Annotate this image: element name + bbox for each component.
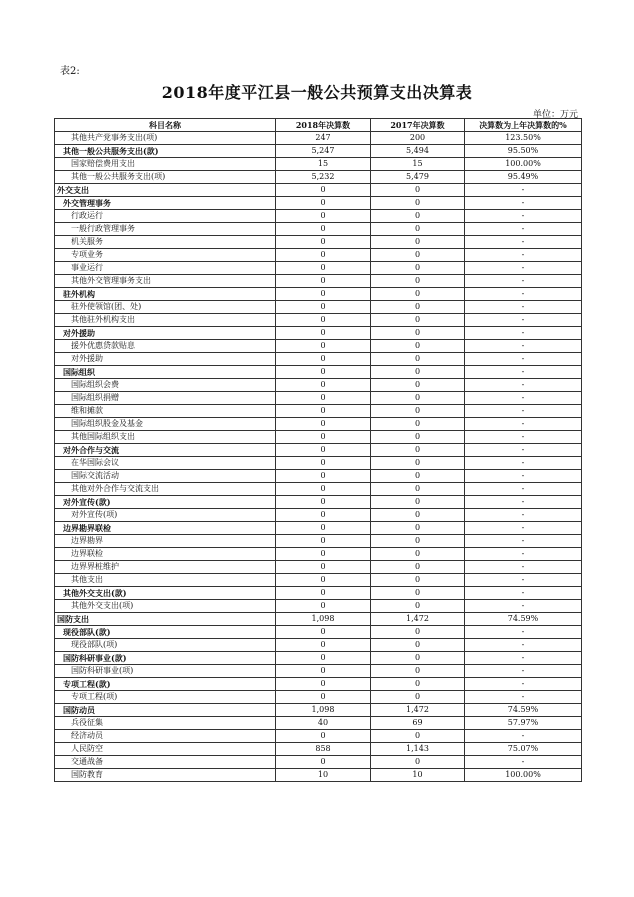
row-value-2018: 0 (276, 197, 371, 210)
row-value-2017: 0 (371, 496, 465, 509)
row-value-2018: 15 (276, 158, 371, 171)
table-row (55, 665, 582, 678)
row-percent: - (465, 665, 582, 678)
table-row (55, 561, 582, 574)
row-percent: - (465, 236, 582, 249)
row-value-2018: 0 (276, 639, 371, 652)
row-percent: - (465, 197, 582, 210)
table-row (55, 717, 582, 730)
table-row (55, 730, 582, 743)
row-value-2018: 1,098 (276, 613, 371, 626)
row-subject-name: 国际交流活动 (55, 470, 276, 483)
table-row (55, 743, 582, 756)
row-percent: - (465, 379, 582, 392)
row-value-2017: 0 (371, 340, 465, 353)
row-value-2018: 0 (276, 301, 371, 314)
row-percent: 57.97% (465, 717, 582, 730)
row-subject-name: 人民防空 (55, 743, 276, 756)
row-percent: 74.59% (465, 613, 582, 626)
row-value-2017: 0 (371, 535, 465, 548)
header-subject: 科目名称 (55, 119, 276, 132)
row-subject-name: 维和摊款 (55, 405, 276, 418)
table-row (55, 691, 582, 704)
row-subject-name: 国际组织股金及基金 (55, 418, 276, 431)
row-value-2018: 0 (276, 392, 371, 405)
row-value-2018: 247 (276, 132, 371, 145)
table-row (55, 379, 582, 392)
row-value-2018: 0 (276, 535, 371, 548)
row-subject-name: 其他外交管理事务支出 (55, 275, 276, 288)
row-percent: - (465, 431, 582, 444)
row-value-2017: 0 (371, 678, 465, 691)
row-value-2017: 0 (371, 691, 465, 704)
row-value-2018: 1,098 (276, 704, 371, 717)
row-percent: - (465, 548, 582, 561)
header-2017: 2017年决算数 (371, 119, 465, 132)
table-row (55, 574, 582, 587)
row-value-2017: 200 (371, 132, 465, 145)
row-value-2018: 0 (276, 314, 371, 327)
row-subject-name: 对外合作与交流 (55, 444, 276, 457)
row-subject-name: 其他驻外机构支出 (55, 314, 276, 327)
row-value-2018: 5,247 (276, 145, 371, 158)
row-value-2018: 0 (276, 522, 371, 535)
row-subject-name: 兵役征集 (55, 717, 276, 730)
row-value-2017: 0 (371, 262, 465, 275)
row-subject-name: 国防教育 (55, 769, 276, 782)
row-value-2018: 0 (276, 223, 371, 236)
table-row (55, 756, 582, 769)
row-value-2018: 0 (276, 184, 371, 197)
row-percent: - (465, 314, 582, 327)
header-percent: 决算数为上年决算数的% (465, 119, 582, 132)
row-percent: - (465, 483, 582, 496)
table-row (55, 678, 582, 691)
row-value-2017: 0 (371, 756, 465, 769)
row-subject-name: 其他外交支出(款) (55, 587, 276, 600)
row-subject-name: 交通战备 (55, 756, 276, 769)
row-percent: - (465, 535, 582, 548)
row-percent: - (465, 301, 582, 314)
row-percent: - (465, 678, 582, 691)
row-percent: - (465, 327, 582, 340)
row-value-2017: 0 (371, 379, 465, 392)
table-row (55, 340, 582, 353)
table-row (55, 548, 582, 561)
row-percent: - (465, 444, 582, 457)
row-value-2018: 0 (276, 275, 371, 288)
row-percent: - (465, 600, 582, 613)
row-value-2017: 0 (371, 249, 465, 262)
row-value-2017: 0 (371, 522, 465, 535)
table-row (55, 613, 582, 626)
row-subject-name: 经济动员 (55, 730, 276, 743)
row-value-2017: 5,479 (371, 171, 465, 184)
row-subject-name: 其他对外合作与交流支出 (55, 483, 276, 496)
row-value-2018: 0 (276, 483, 371, 496)
table-row (55, 639, 582, 652)
table-row (55, 184, 582, 197)
row-value-2018: 0 (276, 691, 371, 704)
row-subject-name: 其他一般公共服务支出(款) (55, 145, 276, 158)
row-percent: - (465, 496, 582, 509)
table-row (55, 262, 582, 275)
row-value-2018: 0 (276, 405, 371, 418)
table-row (55, 470, 582, 483)
row-value-2017: 0 (371, 600, 465, 613)
row-percent: - (465, 626, 582, 639)
row-percent: 75.07% (465, 743, 582, 756)
row-subject-name: 在华国际会议 (55, 457, 276, 470)
row-value-2018: 40 (276, 717, 371, 730)
table-row (55, 483, 582, 496)
row-subject-name: 对外援助 (55, 327, 276, 340)
table-row (55, 652, 582, 665)
row-value-2017: 0 (371, 457, 465, 470)
table-row (55, 301, 582, 314)
row-subject-name: 机关服务 (55, 236, 276, 249)
table-row (55, 522, 582, 535)
table-row (55, 496, 582, 509)
table-row (55, 366, 582, 379)
row-percent: - (465, 353, 582, 366)
row-value-2018: 0 (276, 587, 371, 600)
table-row (55, 769, 582, 782)
row-value-2017: 0 (371, 184, 465, 197)
row-percent: - (465, 574, 582, 587)
row-percent: 100.00% (465, 769, 582, 782)
row-percent: 123.50% (465, 132, 582, 145)
table-row (55, 158, 582, 171)
header-2018: 2018年决算数 (276, 119, 371, 132)
page-title: 2018年度平江县一般公共预算支出决算表 (161, 83, 473, 102)
row-percent: - (465, 522, 582, 535)
row-value-2018: 0 (276, 366, 371, 379)
row-value-2018: 0 (276, 496, 371, 509)
row-percent: - (465, 210, 582, 223)
table-row (55, 327, 582, 340)
row-percent: - (465, 691, 582, 704)
row-subject-name: 其他共产党事务支出(项) (55, 132, 276, 145)
table-row (55, 249, 582, 262)
row-value-2018: 0 (276, 665, 371, 678)
table-label: 表2: (60, 66, 80, 77)
row-subject-name: 现役部队(款) (55, 626, 276, 639)
row-percent: - (465, 509, 582, 522)
table-row (55, 132, 582, 145)
row-value-2018: 5,232 (276, 171, 371, 184)
table-row (55, 353, 582, 366)
row-value-2018: 0 (276, 561, 371, 574)
row-value-2017: 0 (371, 301, 465, 314)
row-value-2017: 10 (371, 769, 465, 782)
row-value-2017: 0 (371, 587, 465, 600)
row-subject-name: 国防动员 (55, 704, 276, 717)
row-value-2018: 0 (276, 444, 371, 457)
budget-table (54, 118, 582, 782)
row-percent: - (465, 392, 582, 405)
row-value-2018: 0 (276, 210, 371, 223)
row-value-2017: 0 (371, 431, 465, 444)
row-value-2018: 0 (276, 379, 371, 392)
table-row (55, 392, 582, 405)
row-value-2017: 0 (371, 652, 465, 665)
table-row (55, 236, 582, 249)
row-percent: - (465, 652, 582, 665)
row-value-2018: 0 (276, 327, 371, 340)
row-value-2017: 0 (371, 561, 465, 574)
row-value-2017: 0 (371, 626, 465, 639)
row-value-2017: 1,472 (371, 613, 465, 626)
row-value-2018: 10 (276, 769, 371, 782)
row-value-2017: 0 (371, 353, 465, 366)
table-row (55, 626, 582, 639)
row-value-2017: 0 (371, 405, 465, 418)
table-row (55, 314, 582, 327)
row-value-2018: 858 (276, 743, 371, 756)
row-value-2018: 0 (276, 756, 371, 769)
table-row (55, 600, 582, 613)
row-subject-name: 其他一般公共服务支出(项) (55, 171, 276, 184)
table-row (55, 444, 582, 457)
table-row (55, 457, 582, 470)
row-value-2017: 0 (371, 483, 465, 496)
row-subject-name: 国家赔偿费用支出 (55, 158, 276, 171)
table-row (55, 704, 582, 717)
row-value-2017: 0 (371, 392, 465, 405)
row-subject-name: 对外援助 (55, 353, 276, 366)
row-value-2017: 0 (371, 210, 465, 223)
row-value-2017: 0 (371, 509, 465, 522)
row-subject-name: 国防支出 (55, 613, 276, 626)
row-subject-name: 其他支出 (55, 574, 276, 587)
row-value-2018: 0 (276, 249, 371, 262)
row-subject-name: 对外宣传(款) (55, 496, 276, 509)
row-subject-name: 国防科研事业(款) (55, 652, 276, 665)
row-subject-name: 现役部队(项) (55, 639, 276, 652)
row-percent: - (465, 418, 582, 431)
row-value-2017: 0 (371, 730, 465, 743)
row-value-2018: 0 (276, 652, 371, 665)
row-subject-name: 驻外使领馆(团、处) (55, 301, 276, 314)
row-value-2017: 0 (371, 314, 465, 327)
table-row (55, 275, 582, 288)
row-percent: - (465, 457, 582, 470)
row-subject-name: 驻外机构 (55, 288, 276, 301)
table-row (55, 535, 582, 548)
table-row (55, 587, 582, 600)
row-value-2018: 0 (276, 509, 371, 522)
row-subject-name: 国际组织捐赠 (55, 392, 276, 405)
row-value-2018: 0 (276, 353, 371, 366)
row-percent: - (465, 756, 582, 769)
row-value-2017: 1,472 (371, 704, 465, 717)
row-value-2018: 0 (276, 574, 371, 587)
row-subject-name: 国防科研事业(项) (55, 665, 276, 678)
row-subject-name: 边界勘界 (55, 535, 276, 548)
row-subject-name: 援外优惠贷款贴息 (55, 340, 276, 353)
row-value-2017: 0 (371, 275, 465, 288)
row-value-2017: 0 (371, 548, 465, 561)
row-value-2017: 0 (371, 574, 465, 587)
row-subject-name: 外交管理事务 (55, 197, 276, 210)
row-value-2017: 0 (371, 418, 465, 431)
table-row (55, 145, 582, 158)
row-percent: - (465, 470, 582, 483)
row-value-2018: 0 (276, 262, 371, 275)
row-value-2018: 0 (276, 288, 371, 301)
row-value-2018: 0 (276, 730, 371, 743)
table-row (55, 171, 582, 184)
row-subject-name: 一般行政管理事务 (55, 223, 276, 236)
row-value-2018: 0 (276, 600, 371, 613)
row-value-2017: 0 (371, 236, 465, 249)
row-percent: 95.49% (465, 171, 582, 184)
row-value-2018: 0 (276, 340, 371, 353)
row-value-2018: 0 (276, 236, 371, 249)
row-value-2017: 0 (371, 327, 465, 340)
row-subject-name: 边界勘界联检 (55, 522, 276, 535)
row-percent: - (465, 275, 582, 288)
table-row (55, 223, 582, 236)
row-percent: 95.50% (465, 145, 582, 158)
row-value-2017: 0 (371, 366, 465, 379)
row-value-2017: 5,494 (371, 145, 465, 158)
row-percent: - (465, 405, 582, 418)
row-percent: - (465, 366, 582, 379)
row-value-2017: 0 (371, 470, 465, 483)
row-percent: - (465, 730, 582, 743)
row-value-2017: 0 (371, 444, 465, 457)
row-value-2017: 1,143 (371, 743, 465, 756)
table-row (55, 431, 582, 444)
table-row (55, 210, 582, 223)
table-row (55, 509, 582, 522)
row-value-2018: 0 (276, 678, 371, 691)
row-subject-name: 边界联检 (55, 548, 276, 561)
row-subject-name: 其他外交支出(项) (55, 600, 276, 613)
row-subject-name: 专项业务 (55, 249, 276, 262)
row-percent: - (465, 184, 582, 197)
row-subject-name: 专项工程(项) (55, 691, 276, 704)
row-value-2017: 15 (371, 158, 465, 171)
row-percent: 100.00% (465, 158, 582, 171)
row-value-2018: 0 (276, 626, 371, 639)
row-percent: - (465, 340, 582, 353)
row-subject-name: 国际组织会费 (55, 379, 276, 392)
row-percent: - (465, 223, 582, 236)
row-subject-name: 事业运行 (55, 262, 276, 275)
row-value-2017: 69 (371, 717, 465, 730)
row-percent: - (465, 561, 582, 574)
row-subject-name: 外交支出 (55, 184, 276, 197)
row-value-2018: 0 (276, 431, 371, 444)
table-row (55, 288, 582, 301)
row-value-2017: 0 (371, 197, 465, 210)
row-percent: - (465, 288, 582, 301)
row-value-2018: 0 (276, 457, 371, 470)
table-row (55, 418, 582, 431)
row-value-2017: 0 (371, 665, 465, 678)
row-percent: - (465, 249, 582, 262)
row-percent: - (465, 262, 582, 275)
table-row (55, 405, 582, 418)
row-value-2018: 0 (276, 418, 371, 431)
row-percent: - (465, 639, 582, 652)
row-subject-name: 对外宣传(项) (55, 509, 276, 522)
row-value-2017: 0 (371, 639, 465, 652)
row-subject-name: 边界界桩维护 (55, 561, 276, 574)
row-percent: 74.59% (465, 704, 582, 717)
row-subject-name: 专项工程(款) (55, 678, 276, 691)
unit-label: 单位：万元 (532, 110, 578, 120)
row-subject-name: 国际组织 (55, 366, 276, 379)
row-percent: - (465, 587, 582, 600)
header-row (55, 119, 582, 132)
row-value-2018: 0 (276, 548, 371, 561)
row-value-2018: 0 (276, 470, 371, 483)
row-value-2017: 0 (371, 223, 465, 236)
table-row (55, 197, 582, 210)
row-subject-name: 行政运行 (55, 210, 276, 223)
row-subject-name: 其他国际组织支出 (55, 431, 276, 444)
row-value-2017: 0 (371, 288, 465, 301)
